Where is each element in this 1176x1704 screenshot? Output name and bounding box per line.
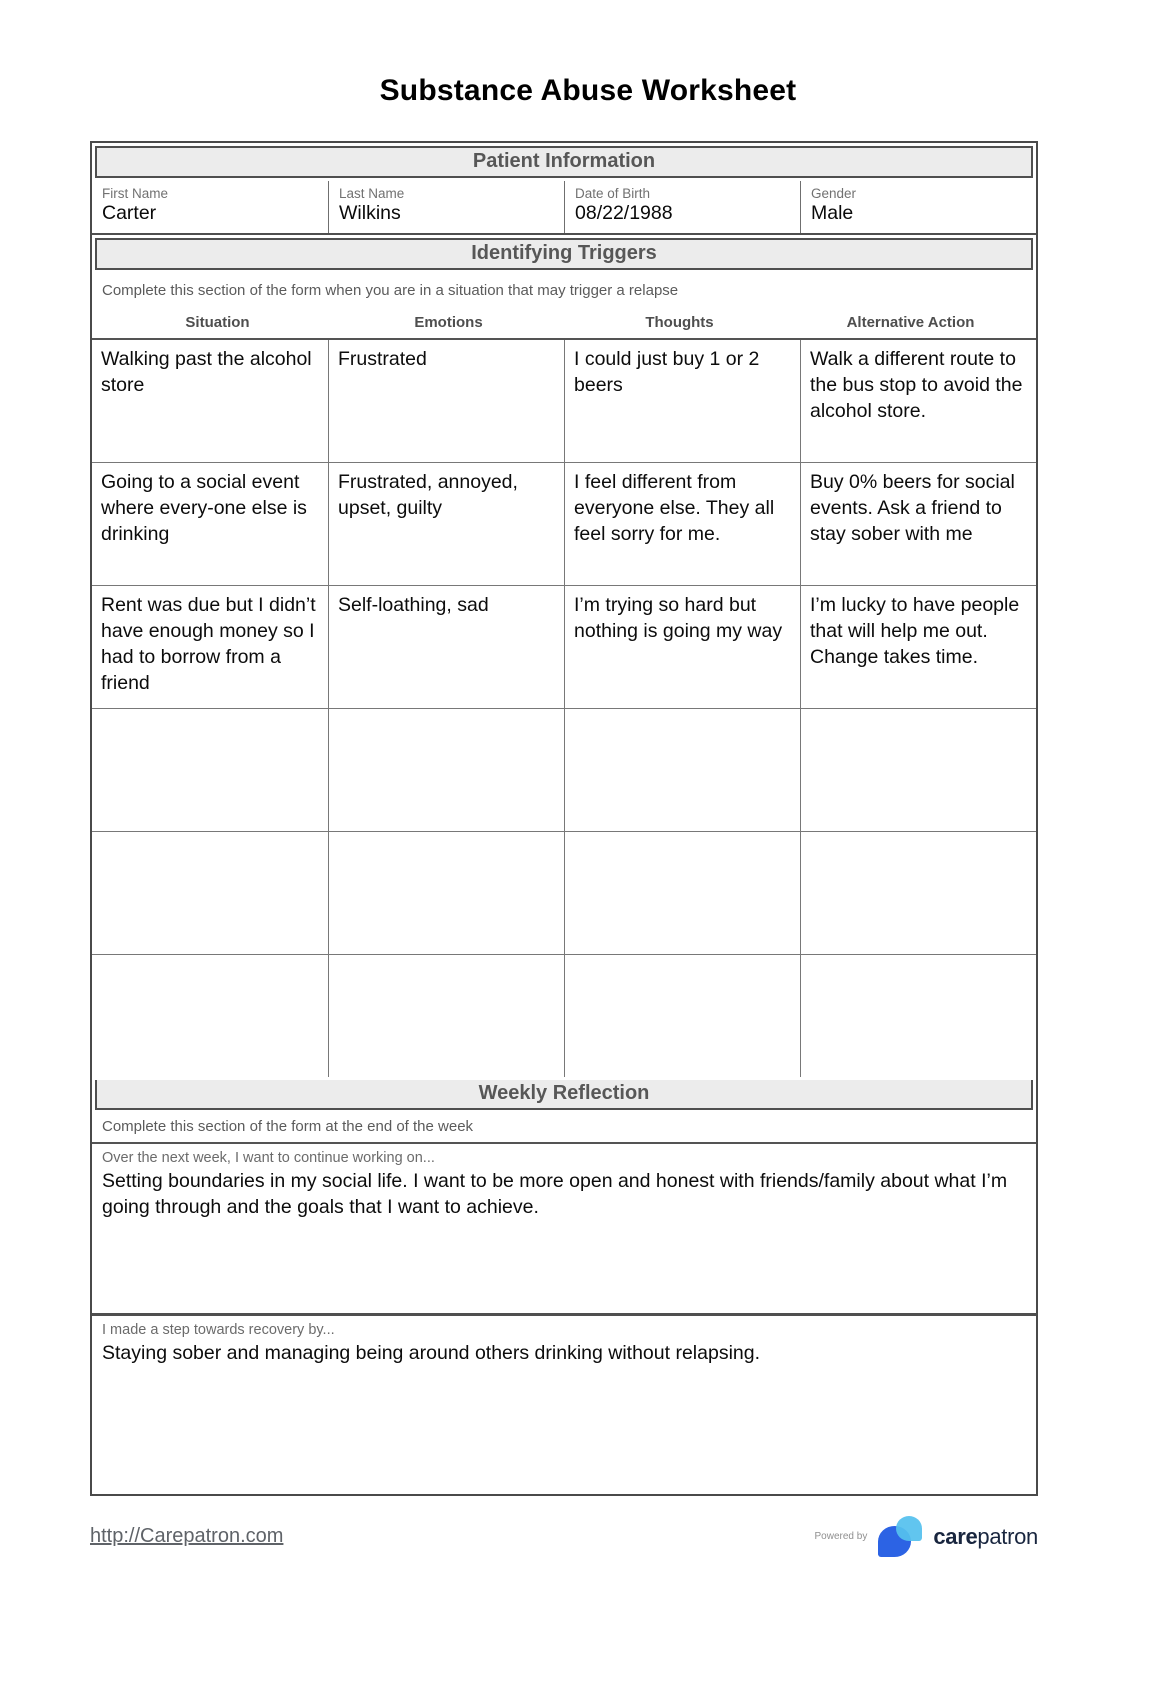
trigger-cell-thoughts xyxy=(564,955,800,1077)
triggers-column-headers xyxy=(102,314,1026,333)
field-first-name xyxy=(92,181,328,233)
trigger-row-6-empty xyxy=(92,955,1036,1077)
recovery-step-label: I made a step towards recovery by... xyxy=(102,1322,335,1338)
section-header-identifying-triggers: Identifying Triggers xyxy=(95,238,1033,270)
working-on-answer: Setting boundaries in my social life. I want to be more open and honest with friends/family about what I’m going through and the goals that I want to achieve. xyxy=(102,1170,1008,1218)
trigger-cell-alternative-action xyxy=(800,832,1036,954)
column-header-alternative-action: Alternative Action xyxy=(846,314,975,331)
gender-label: Gender xyxy=(811,186,857,201)
brand-care: care xyxy=(933,1523,978,1549)
page-title: Substance Abuse Worksheet xyxy=(379,74,797,107)
field-gender xyxy=(800,181,1036,233)
trigger-cell-emotions xyxy=(328,955,564,1077)
trigger-cell-thoughts: I’m trying so hard but nothing is going my way xyxy=(564,586,800,708)
section-header-patient-information: Patient Information xyxy=(95,146,1033,178)
trigger-cell-emotions xyxy=(328,832,564,954)
patient-info-row xyxy=(92,181,1036,235)
date-of-birth-value: 08/22/1988 xyxy=(575,202,673,224)
trigger-cell-thoughts: I could just buy 1 or 2 beers xyxy=(564,340,800,462)
trigger-cell-emotions xyxy=(328,709,564,831)
carepatron-link[interactable]: http://Carepatron.com xyxy=(90,1525,284,1547)
trigger-cell-alternative-action: Walk a different route to the bus stop to avoid the alcohol store. xyxy=(800,340,1036,462)
trigger-cell-situation xyxy=(92,709,328,831)
trigger-cell-thoughts xyxy=(564,832,800,954)
column-header-emotions: Emotions xyxy=(414,314,483,331)
trigger-row-5-empty xyxy=(92,832,1036,955)
powered-by-label: Powered by xyxy=(814,1531,868,1542)
trigger-cell-situation: Going to a social event where every-one else is drinking xyxy=(101,471,307,545)
logo-light-bubble-icon xyxy=(896,1516,922,1541)
trigger-cell-alternative-action: I’m lucky to have people that will help me out. Change takes time. xyxy=(800,586,1036,708)
column-header-situation: Situation xyxy=(185,314,250,331)
trigger-cell-alternative-action: Buy 0% beers for social events. Ask a friend to stay sober with me xyxy=(800,463,1036,585)
trigger-cell-situation: Walking past the alcohol store xyxy=(101,348,312,396)
field-last-name xyxy=(328,181,564,233)
trigger-row-4-empty xyxy=(92,709,1036,832)
date-of-birth-label: Date of Birth xyxy=(575,186,651,201)
trigger-cell-situation xyxy=(92,955,328,1077)
first-name-value: Carter xyxy=(102,202,157,224)
trigger-row-2 xyxy=(92,463,1036,586)
trigger-cell-thoughts xyxy=(564,709,800,831)
trigger-cell-situation xyxy=(92,832,328,954)
triggers-instruction: Complete this section of the form when you are in a situation that may trigger a relapse xyxy=(102,282,679,299)
worksheet-table xyxy=(90,141,1038,1496)
triggers-instruction-block xyxy=(92,273,1036,340)
brand-patron: patron xyxy=(977,1523,1038,1549)
recovery-step-answer: Staying sober and managing being around others drinking without relapsing. xyxy=(102,1342,761,1364)
reflection-working-on xyxy=(92,1144,1036,1316)
last-name-label: Last Name xyxy=(339,186,405,201)
trigger-row-1 xyxy=(92,340,1036,463)
column-header-thoughts: Thoughts xyxy=(645,314,714,331)
trigger-cell-situation: Rent was due but I didn’t have enough money so I had to borrow from a friend xyxy=(101,594,316,694)
trigger-cell-alternative-action xyxy=(800,709,1036,831)
powered-by-group xyxy=(815,1516,1038,1557)
trigger-cell-emotions: Frustrated xyxy=(328,340,564,462)
trigger-cell-thoughts: I feel different from everyone else. They all feel sorry for me. xyxy=(564,463,800,585)
reflection-recovery-step xyxy=(92,1316,1036,1494)
carepatron-logo-icon xyxy=(878,1516,924,1557)
section-header-weekly-reflection: Weekly Reflection xyxy=(95,1080,1033,1110)
page-footer xyxy=(90,1516,1038,1557)
field-date-of-birth xyxy=(564,181,800,233)
first-name-label: First Name xyxy=(102,186,169,201)
last-name-value: Wilkins xyxy=(339,202,401,224)
weekly-reflection-instruction: Complete this section of the form at the end of the week xyxy=(92,1113,1036,1144)
trigger-row-3 xyxy=(92,586,1036,709)
trigger-cell-emotions: Frustrated, annoyed, upset, guilty xyxy=(328,463,564,585)
gender-value: Male xyxy=(811,202,854,224)
working-on-label: Over the next week, I want to continue working on... xyxy=(102,1150,435,1166)
trigger-cell-emotions: Self-loathing, sad xyxy=(328,586,564,708)
carepatron-wordmark xyxy=(933,1524,1038,1550)
trigger-cell-alternative-action xyxy=(800,955,1036,1077)
